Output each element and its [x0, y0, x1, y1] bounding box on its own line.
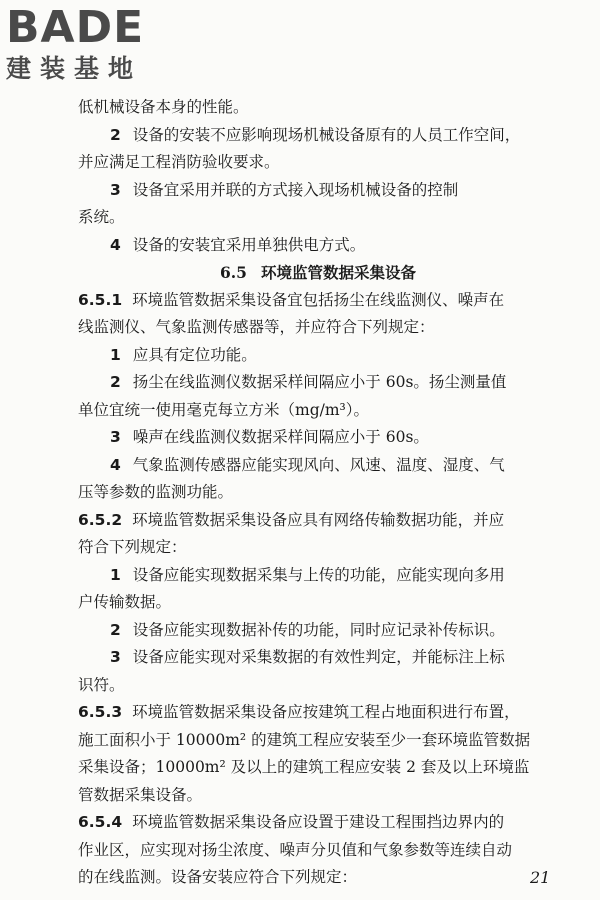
section-title: 环境监管数据采集设备 — [260, 263, 416, 282]
item-number: 2 — [110, 125, 121, 144]
item-text: 设备应能实现数据采集与上传的功能，应能实现向多用 — [132, 565, 505, 584]
page-number: 21 — [530, 868, 551, 887]
item-text: 气象监测传感器应能实现风向、风速、温度、湿度、气 — [132, 455, 505, 474]
item-text: 应具有定位功能。 — [132, 345, 257, 364]
item-text: 设备的安装宜采用单独供电方式。 — [132, 235, 366, 254]
item-line — [78, 177, 558, 205]
item-line — [78, 369, 558, 397]
item-line — [78, 424, 558, 452]
section-heading — [78, 259, 558, 287]
item-line — [78, 562, 558, 590]
item-number: 2 — [110, 373, 121, 391]
item-text: 噪声在线监测仪数据采样间隔应小于 60s。 — [132, 428, 429, 446]
clause-text: 环境监管数据采集设备应具有网络传输数据功能，并应 — [132, 510, 505, 529]
text-line: 并应满足工程消防验收要求。 — [78, 153, 280, 171]
text-line: 采集设备；10000m² 及以上的建筑工程应安装 2 套及以上环境监 — [78, 758, 530, 776]
item-number: 1 — [110, 345, 121, 364]
logo — [6, 2, 145, 84]
item-number: 3 — [110, 648, 121, 666]
item-text: 设备的安装不应影响现场机械设备原有的人员工作空间， — [132, 125, 521, 144]
text-line: 低机械设备本身的性能。 — [78, 98, 249, 116]
clause-line — [78, 699, 558, 727]
item-line — [78, 122, 558, 150]
item-number: 3 — [110, 428, 121, 446]
clause-text: 环境监管数据采集设备应设置于建设工程围挡边界内的 — [132, 813, 505, 831]
clause-number: 6.5.2 — [78, 510, 123, 529]
text-line: 识符。 — [78, 675, 125, 694]
item-number: 4 — [110, 455, 121, 474]
item-text: 设备应能实现数据补传的功能，同时应记录补传标识。 — [132, 620, 505, 639]
clause-line — [78, 507, 558, 535]
text-line: 作业区，应实现对扬尘浓度、噪声分贝值和气象参数等连续自动 — [78, 840, 513, 859]
text-line: 单位宜统一使用毫克每立方米（mg/m³）。 — [78, 400, 370, 419]
item-line — [78, 617, 558, 645]
clause-number: 6.5.3 — [78, 703, 123, 721]
item-line — [78, 644, 558, 672]
clause-text: 环境监管数据采集设备宜包括扬尘在线监测仪、噪声在 — [132, 290, 505, 309]
item-number: 4 — [110, 235, 121, 254]
clause-text: 环境监管数据采集设备应按建筑工程占地面积进行布置， — [132, 703, 520, 721]
clause-line — [78, 287, 558, 315]
text-line: 管数据采集设备。 — [78, 785, 203, 804]
text-line: 压等参数的监测功能。 — [78, 483, 234, 501]
clause-number: 6.5.4 — [78, 813, 123, 831]
logo-brand: BADE — [6, 2, 145, 53]
item-text: 设备宜采用并联的方式接入现场机械设备的控制 — [132, 180, 459, 199]
text-line: 户传输数据。 — [78, 593, 172, 611]
item-number: 3 — [110, 180, 121, 199]
item-number: 2 — [110, 620, 121, 639]
clause-number: 6.5.1 — [78, 290, 123, 309]
text-line: 的在线监测。设备安装应符合下列规定： — [78, 868, 358, 886]
text-line: 线监测仪、气象监测传感器等，并应符合下列规定： — [78, 318, 435, 336]
logo-subtitle: 建装基地 — [6, 54, 143, 83]
document-body — [78, 94, 558, 892]
item-line — [78, 232, 558, 260]
item-line — [78, 342, 558, 370]
text-line: 施工面积小于 10000m² 的建筑工程应安装至少一套环境监管数据 — [78, 730, 531, 749]
text-line: 符合下列规定： — [78, 538, 187, 556]
item-number: 1 — [110, 565, 121, 584]
item-text: 设备应能实现对采集数据的有效性判定，并能标注上标 — [132, 648, 505, 666]
section-number: 6.5 — [220, 263, 247, 282]
text-line: 系统。 — [78, 208, 125, 226]
item-text: 扬尘在线监测仪数据采样间隔应小于 60s。扬尘测量值 — [132, 373, 507, 391]
clause-line — [78, 809, 558, 837]
item-line — [78, 452, 558, 480]
